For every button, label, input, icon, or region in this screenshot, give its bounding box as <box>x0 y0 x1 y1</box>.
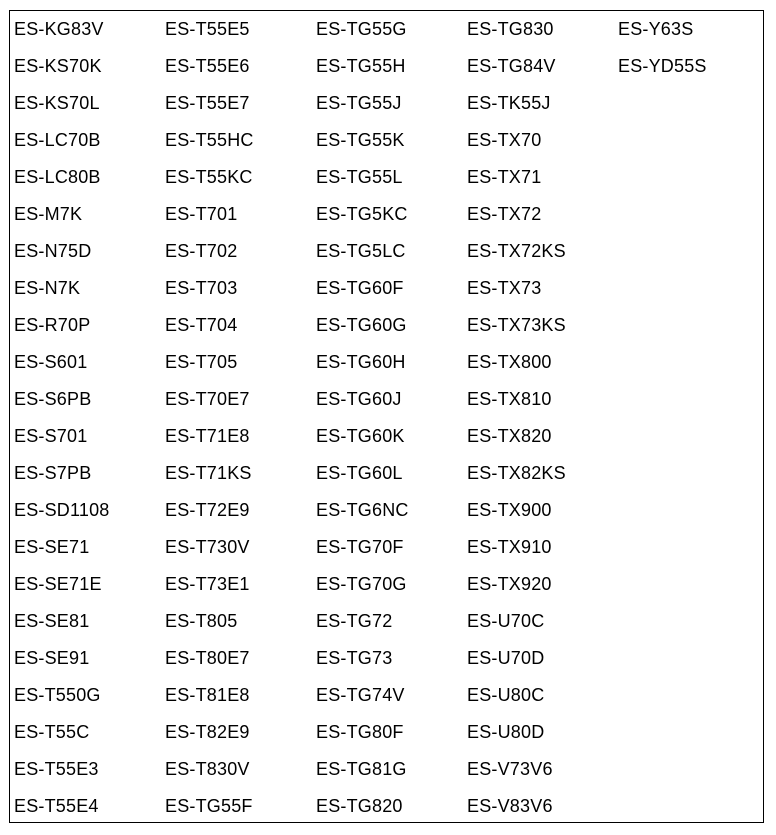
model-cell: ES-TG80F <box>316 722 404 742</box>
empty-cell <box>618 307 769 344</box>
model-cell: ES-TG84V <box>467 56 556 76</box>
empty-cell <box>618 159 769 196</box>
model-cell: ES-U70C <box>467 611 545 631</box>
model-cell: ES-N75D <box>14 241 92 261</box>
model-cell: ES-T55E6 <box>165 56 250 76</box>
empty-cell <box>618 751 769 788</box>
model-cell: ES-T80E7 <box>165 648 250 668</box>
model-cell: ES-U70D <box>467 648 545 668</box>
empty-cell <box>618 344 769 381</box>
model-cell: ES-TG74V <box>316 685 405 705</box>
model-cell: ES-TX82KS <box>467 463 566 483</box>
model-cell: ES-SD1108 <box>14 500 110 520</box>
model-cell: ES-SE81 <box>14 611 90 631</box>
model-cell: ES-T805 <box>165 611 238 631</box>
model-cell: ES-TG55K <box>316 130 405 150</box>
model-cell: ES-LC70B <box>14 130 101 150</box>
model-cell: ES-T55KC <box>165 167 253 187</box>
model-cell: ES-T730V <box>165 537 250 557</box>
empty-cell <box>618 788 769 825</box>
empty-cell <box>618 196 769 233</box>
model-cell: ES-TX72 <box>467 204 542 224</box>
model-cell: ES-S701 <box>14 426 88 446</box>
model-cell: ES-TG72 <box>316 611 393 631</box>
model-cell: ES-T71KS <box>165 463 252 483</box>
model-cell: ES-SE91 <box>14 648 90 668</box>
model-cell: ES-TG55G <box>316 19 407 39</box>
model-cell: ES-TX73 <box>467 278 542 298</box>
model-cell: ES-TG60F <box>316 278 404 298</box>
model-cell: ES-T703 <box>165 278 238 298</box>
empty-cell <box>618 566 769 603</box>
model-cell: ES-TX70 <box>467 130 542 150</box>
model-cell: ES-KG83V <box>14 19 104 39</box>
model-cell: ES-T82E9 <box>165 722 250 742</box>
empty-cell <box>618 122 769 159</box>
model-cell: ES-TG70F <box>316 537 404 557</box>
model-cell: ES-TG55F <box>165 796 253 816</box>
empty-cell <box>618 529 769 566</box>
model-cell: ES-N7K <box>14 278 81 298</box>
model-cell: ES-T550G <box>14 685 101 705</box>
model-cell: ES-TX72KS <box>467 241 566 261</box>
model-cell: ES-TX800 <box>467 352 552 372</box>
model-cell: ES-TX900 <box>467 500 552 520</box>
model-cell: ES-SE71E <box>14 574 102 594</box>
model-cell: ES-T55HC <box>165 130 254 150</box>
empty-cell <box>618 677 769 714</box>
model-cell: ES-S7PB <box>14 463 92 483</box>
empty-cell <box>618 270 769 307</box>
model-cell: ES-TG5KC <box>316 204 408 224</box>
model-cell: ES-TG60J <box>316 389 402 409</box>
model-cell: ES-T701 <box>165 204 238 224</box>
empty-cell <box>618 381 769 418</box>
model-cell: ES-TG830 <box>467 19 554 39</box>
model-cell: ES-T704 <box>165 315 238 335</box>
model-cell: ES-TX910 <box>467 537 552 557</box>
model-list-table <box>9 10 764 823</box>
model-cell: ES-TG55L <box>316 167 403 187</box>
model-cell: ES-Y63S <box>618 19 694 39</box>
model-cell: ES-R70P <box>14 315 91 335</box>
model-cell: ES-TK55J <box>467 93 551 113</box>
model-cell: ES-TX71 <box>467 167 542 187</box>
empty-cell <box>618 233 769 270</box>
model-cell: ES-T55E7 <box>165 93 250 113</box>
empty-cell <box>618 418 769 455</box>
model-cell: ES-T702 <box>165 241 238 261</box>
model-cell: ES-TG55H <box>316 56 406 76</box>
model-cell: ES-SE71 <box>14 537 90 557</box>
model-cell: ES-T830V <box>165 759 250 779</box>
model-cell: ES-TG60G <box>316 315 407 335</box>
empty-cell <box>618 640 769 677</box>
model-cell: ES-TX820 <box>467 426 552 446</box>
empty-cell <box>618 714 769 751</box>
model-cell: ES-TG820 <box>316 796 403 816</box>
model-cell: ES-U80C <box>467 685 545 705</box>
model-cell: ES-KS70L <box>14 93 100 113</box>
model-cell: ES-TG60L <box>316 463 403 483</box>
empty-cell <box>618 492 769 529</box>
model-cell: ES-V73V6 <box>467 759 553 779</box>
model-cell: ES-T72E9 <box>165 500 250 520</box>
empty-cell <box>618 455 769 492</box>
model-cell: ES-T55E3 <box>14 759 99 779</box>
model-cell: ES-TG6NC <box>316 500 409 520</box>
model-cell: ES-S601 <box>14 352 88 372</box>
model-cell: ES-TG60K <box>316 426 405 446</box>
model-cell: ES-M7K <box>14 204 83 224</box>
model-cell: ES-LC80B <box>14 167 101 187</box>
model-cell: ES-T55E4 <box>14 796 99 816</box>
model-cell: ES-TG5LC <box>316 241 406 261</box>
model-cell: ES-T71E8 <box>165 426 250 446</box>
model-cell: ES-T55E5 <box>165 19 250 39</box>
empty-cell <box>618 603 769 640</box>
model-grid <box>14 11 769 825</box>
model-cell: ES-T705 <box>165 352 238 372</box>
model-cell: ES-TG60H <box>316 352 406 372</box>
model-cell: ES-T55C <box>14 722 90 742</box>
model-cell: ES-T73E1 <box>165 574 250 594</box>
empty-cell <box>618 85 769 122</box>
model-cell: ES-TG73 <box>316 648 393 668</box>
model-cell: ES-TX920 <box>467 574 552 594</box>
model-cell: ES-TX73KS <box>467 315 566 335</box>
model-cell: ES-KS70K <box>14 56 102 76</box>
model-cell: ES-T70E7 <box>165 389 250 409</box>
model-cell: ES-TG81G <box>316 759 407 779</box>
model-cell: ES-T81E8 <box>165 685 250 705</box>
model-cell: ES-V83V6 <box>467 796 553 816</box>
model-cell: ES-YD55S <box>618 56 707 76</box>
model-cell: ES-U80D <box>467 722 545 742</box>
model-cell: ES-TG55J <box>316 93 402 113</box>
model-cell: ES-TG70G <box>316 574 407 594</box>
model-cell: ES-TX810 <box>467 389 552 409</box>
model-cell: ES-S6PB <box>14 389 92 409</box>
